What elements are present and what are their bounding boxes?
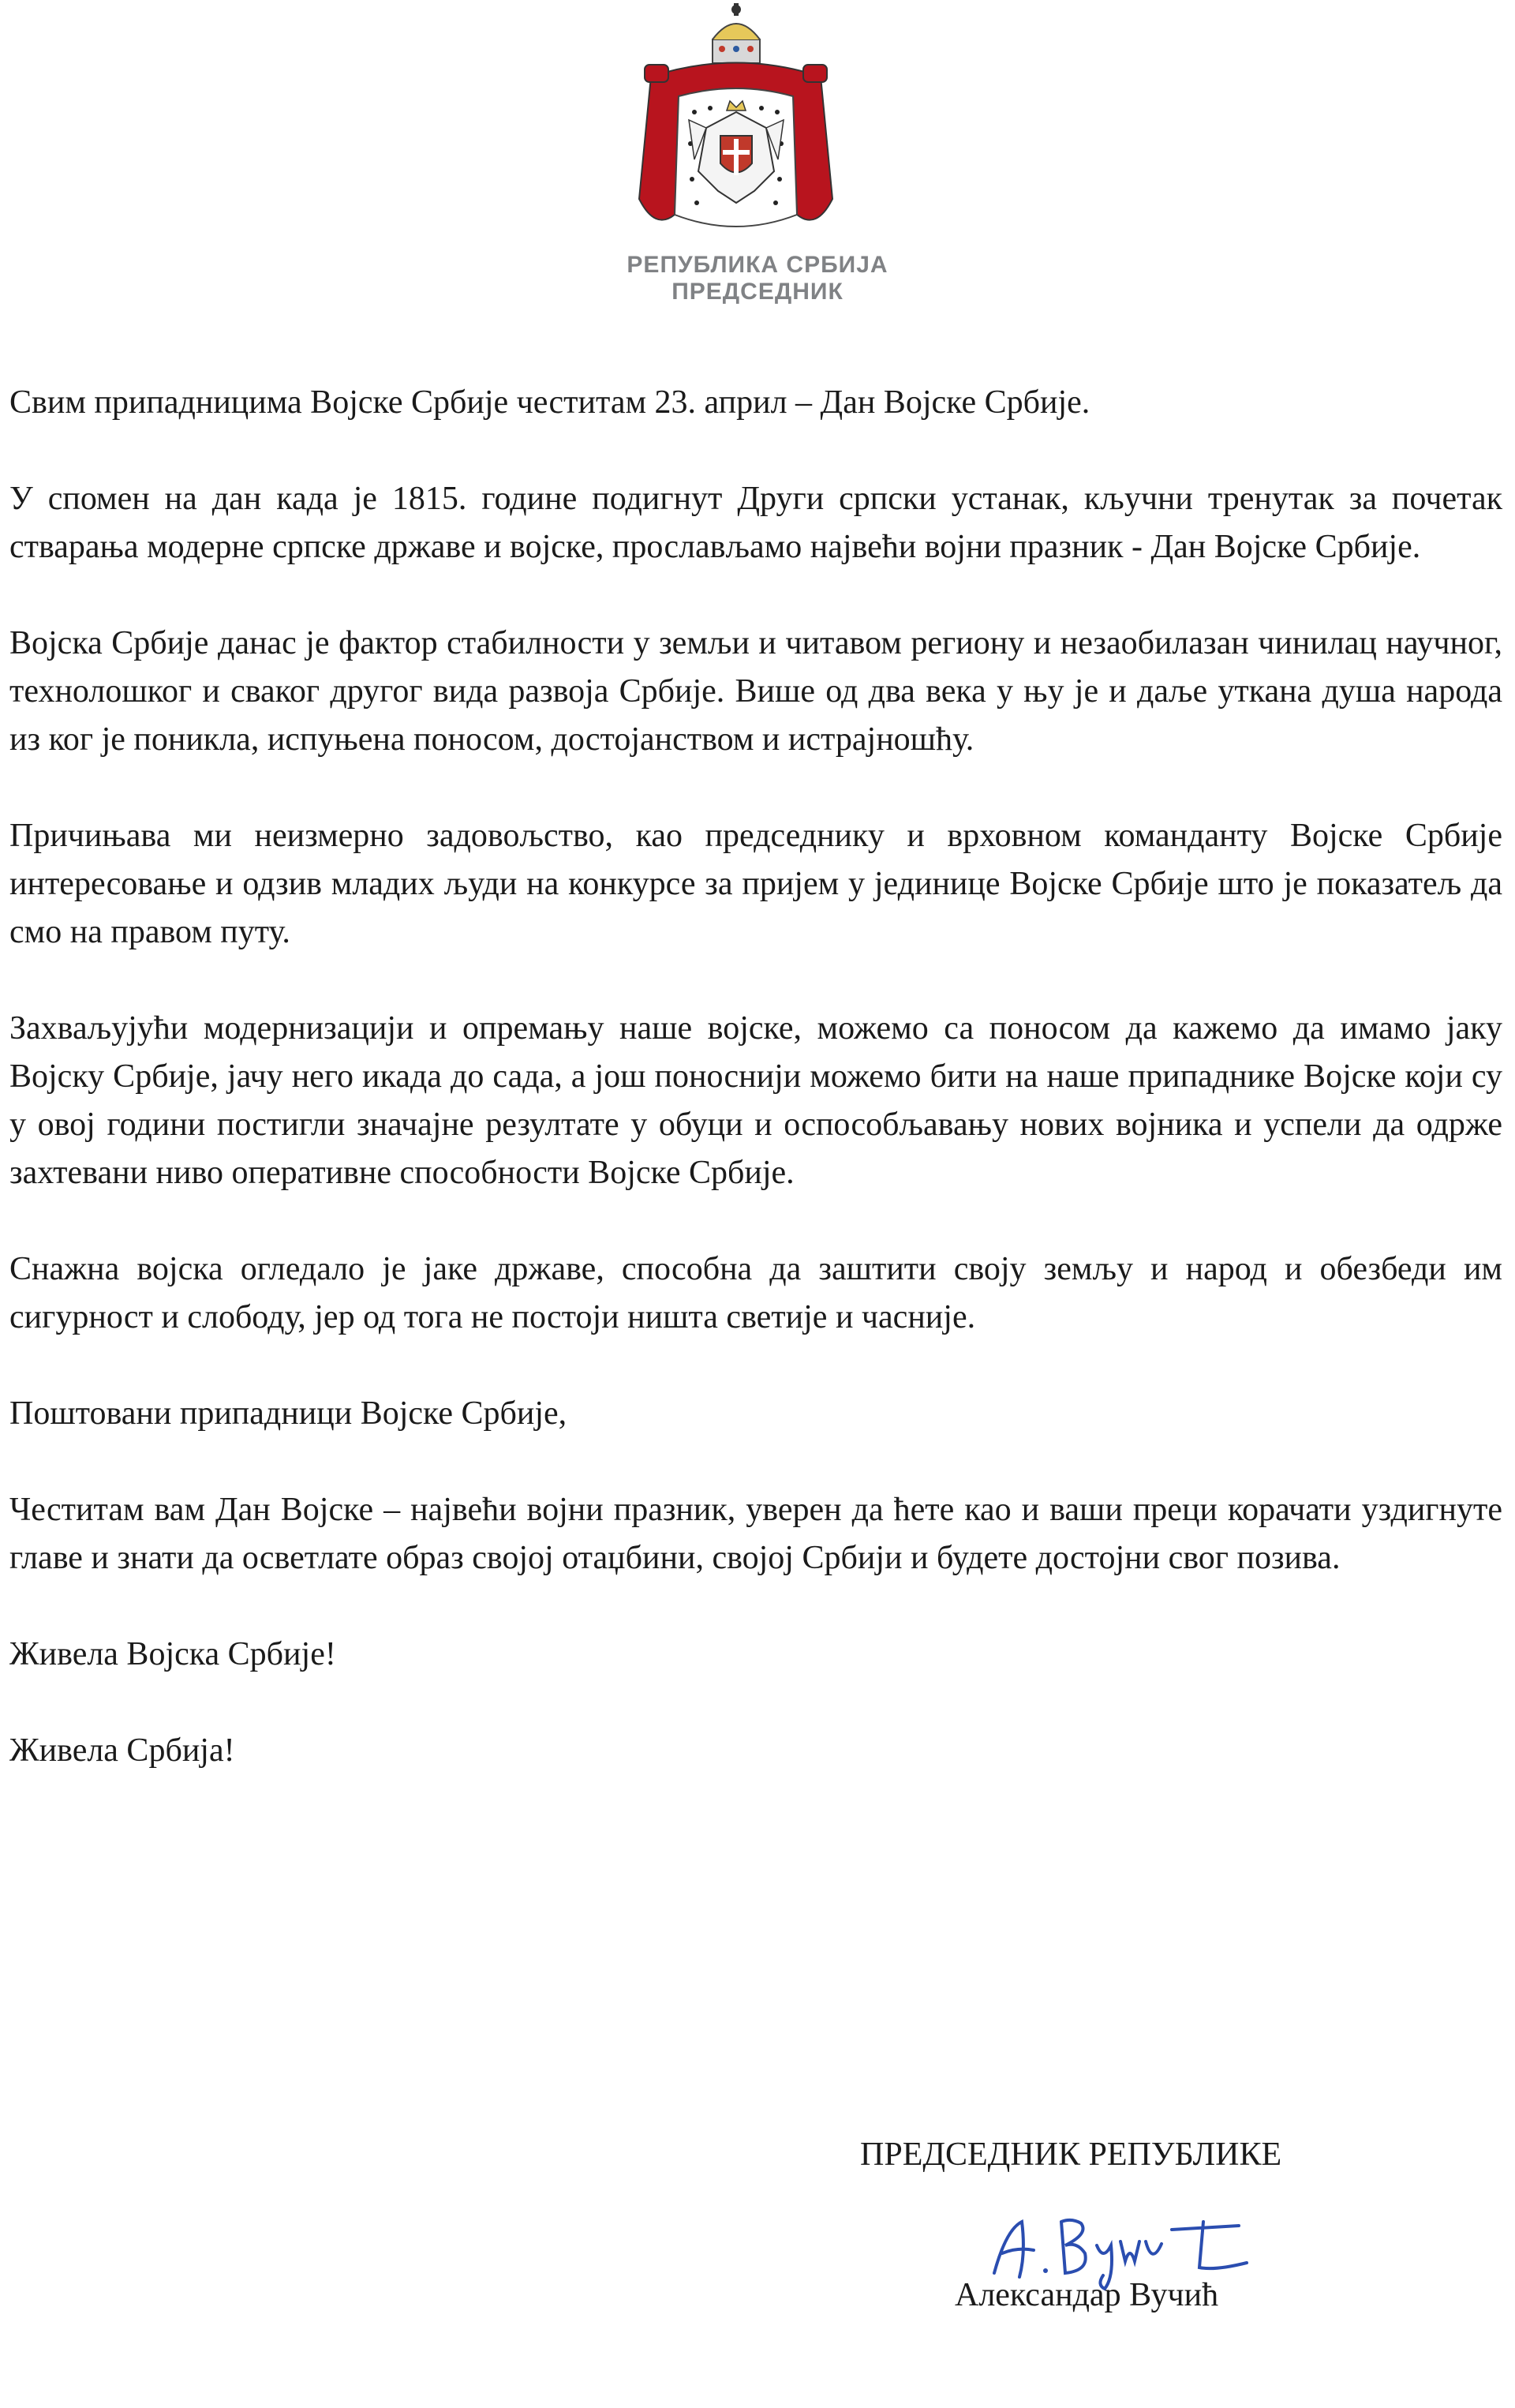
signature-title: ПРЕДСЕДНИК РЕПУБЛИКЕ [860,2136,1282,2173]
letter-body [9,379,1502,1823]
paragraph-history: У спомен на дан када је 1815. године подигнут Други српски устанак, кључни тренутак за почетак стварања модерне српске државе и војске, прослављамо највећи војни празник - Дан Војске Србије. [9,481,1502,565]
paragraph-strength: Снажна војска огледало је јаке државе, способна да заштити своју земљу и народ и обезбеди им сигурност и слободу, јер од тога не постоји ништа светије и часније. [9,1251,1502,1335]
paragraph-stability: Војска Србије данас је фактор стабилности у земљи и читавом региону и незаобилазан чинилац научног, технолошког и сваког другог вида развоја Србије. Више од два века у њу је и даље уткана душа народа из ког је поникла, испуњена поносом, достојанством и истрајношћу. [9,625,1502,758]
org-office: ПРЕДСЕДНИК [671,279,844,305]
crown-icon [713,3,760,63]
paragraph-greeting: Свим припадницима Војске Србије честитам 23. април – Дан Војске Србије. [9,384,1090,421]
paragraph-long-live-serbia: Живела Србија! [9,1732,235,1769]
paragraph-long-live-army: Живела Војска Србије! [9,1636,336,1672]
signatory-name: Александар Вучић [955,2277,1219,2313]
org-name: РЕПУБЛИКА СРБИЈА [627,252,888,278]
coat-of-arms-icon [619,2,852,238]
paragraph-modernization: Захваљујући модернизацији и опремању наше војске, можемо са поносом да кажемо да имамо јаку Војску Србије, јачу него икада до сада, а још поноснији можемо бити на наше припаднике Војске који су у овој години постигли значајне резултате у обуци и оспособљавању нових војника и успели да одрже захтевани ниво оперативне способности Војске Србије. [9,1010,1502,1191]
paragraph-salutation: Поштовани припадници Војске Србије, [9,1395,567,1432]
paragraph-recruitment: Причињава ми неизмерно задовољство, као председнику и врховном команданту Војске Србије интересовање и одзив младих људи на конкурсе за пријем у јединице Војске Србије што је показатељ да смо на правом путу. [9,818,1502,950]
paragraph-congratulations: Честитам вам Дан Војске – највећи војни празник, уверен да ћете као и ваши преци корачати уздигнуте главе и знати да осветлате образ својој отаџбини, својој Србији и будете достојни свог позива. [9,1492,1502,1576]
